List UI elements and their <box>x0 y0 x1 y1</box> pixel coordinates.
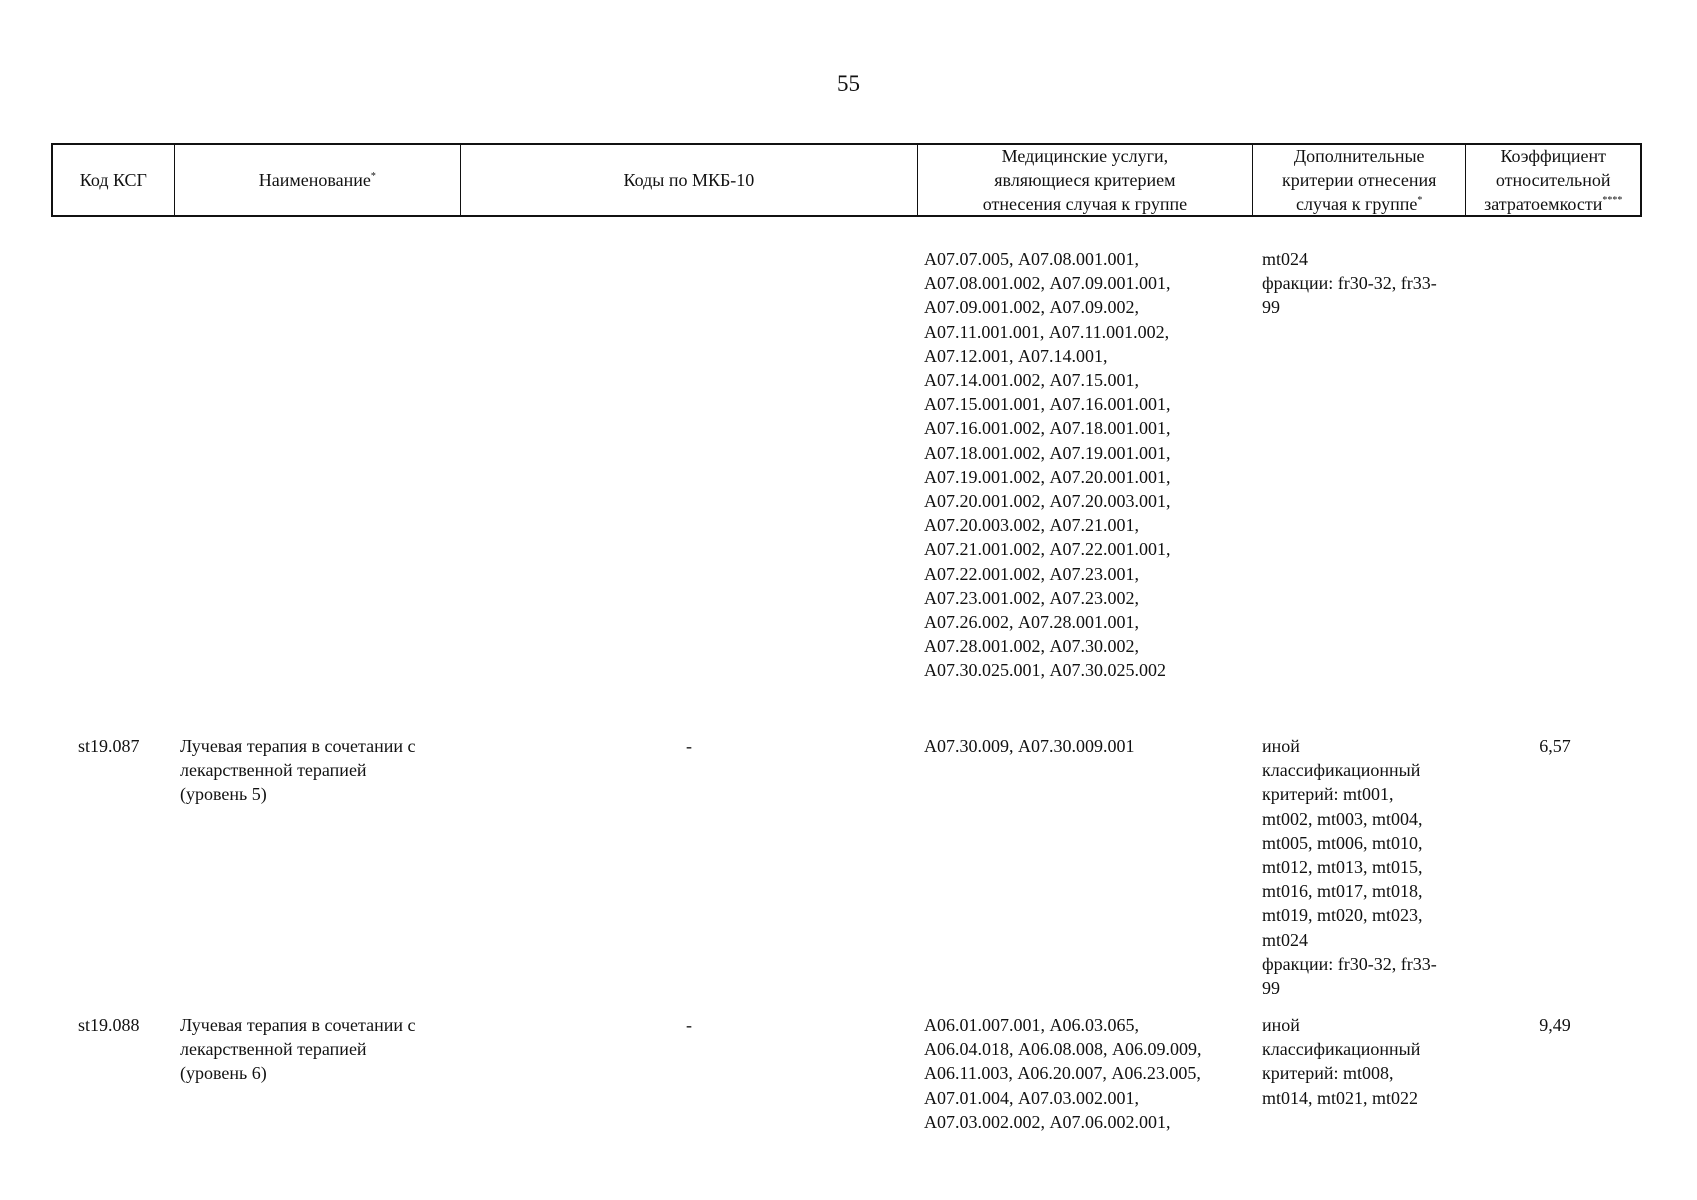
header-services-label: Медицинские услуги, являющиеся критерием отнесения случая к группе <box>982 146 1188 214</box>
table-row-st19-087-services: А07.30.009, А07.30.009.001 <box>924 736 1135 756</box>
header-icd-label: Коды по МКБ-10 <box>623 170 755 190</box>
header-services <box>918 145 1253 215</box>
header-name-label: Наименование* <box>258 170 376 190</box>
table-row-st19-088-criteria: иной классификационный критерий: mt008, mt014, mt021, mt022 <box>1262 1015 1421 1108</box>
table-row-st19-087-code: st19.087 <box>78 736 140 756</box>
table-row-st19-088-coef: 9,49 <box>1539 1015 1571 1035</box>
table-row-st19-087-coef: 6,57 <box>1539 736 1571 756</box>
header-name-footnote: * <box>370 171 376 182</box>
table-row-st19-087-criteria: иной классификационный критерий: mt001, mt002, mt003, mt004, mt005, mt006, mt010, mt012, mt013, mt015, mt016, mt017, mt018, mt019, mt020, mt023, mt024 фракции: fr30-32, fr33- 99 <box>1262 736 1437 999</box>
header-criteria-footnote: * <box>1417 195 1423 206</box>
table-row-st19-088-code: st19.088 <box>78 1015 140 1035</box>
header-code-label: Код КСГ <box>79 170 147 190</box>
header-code <box>53 145 175 215</box>
table-row-st19-087-icd: - <box>686 736 692 756</box>
header-coef-label: Коэффициент относительной затратоемкости**** <box>1484 146 1623 214</box>
table-row-continuation-services: А07.07.005, А07.08.001.001, А07.08.001.002, А07.09.001.001, А07.09.001.002, А07.09.002, А07.11.001.001, А07.11.001.002, А07.12.001, А07.14.001, А07.14.001.002, А07.15.001, А07.15.001.001, А07.16.001.001, А07.16.001.002, А07.18.001.001, А07.18.001.002, А07.19.001.001, А07.19.001.002, А07.20.001.001, А07.20.001.002, А07.20.003.001, А07.20.003.002, А07.21.001, А07.21.001.002, А07.22.001.001, А07.22.001.002, А07.23.001, А07.23.001.002, А07.23.002, А07.26.002, А07.28.001.001, А07.28.001.002, А07.30.002, А07.30.025.001, А07.30.025.002 <box>924 249 1171 681</box>
header-name <box>175 145 461 215</box>
header-criteria <box>1253 145 1466 215</box>
table-row-continuation-criteria: mt024 фракции: fr30-32, fr33- 99 <box>1262 249 1437 318</box>
header-criteria-label: Дополнительные критерии отнесения случая к группе* <box>1281 146 1437 214</box>
header-icd <box>461 145 918 215</box>
table-row-st19-087-name: Лучевая терапия в сочетании с лекарственной терапией (уровень 5) <box>180 736 416 805</box>
page-number: 55 <box>837 71 860 96</box>
table-header <box>51 143 1642 217</box>
table-row-st19-088-services: А06.01.007.001, А06.03.065, А06.04.018, А06.08.008, А06.09.009, А06.11.003, А06.20.007, А06.23.005, А07.01.004, А07.03.002.001, А07.03.002.002, А07.06.002.001, <box>924 1015 1202 1132</box>
header-coef <box>1466 145 1640 215</box>
table-row-st19-088-name: Лучевая терапия в сочетании с лекарственной терапией (уровень 6) <box>180 1015 416 1084</box>
header-coef-footnote: **** <box>1602 195 1623 206</box>
table-row-st19-088-icd: - <box>686 1015 692 1035</box>
